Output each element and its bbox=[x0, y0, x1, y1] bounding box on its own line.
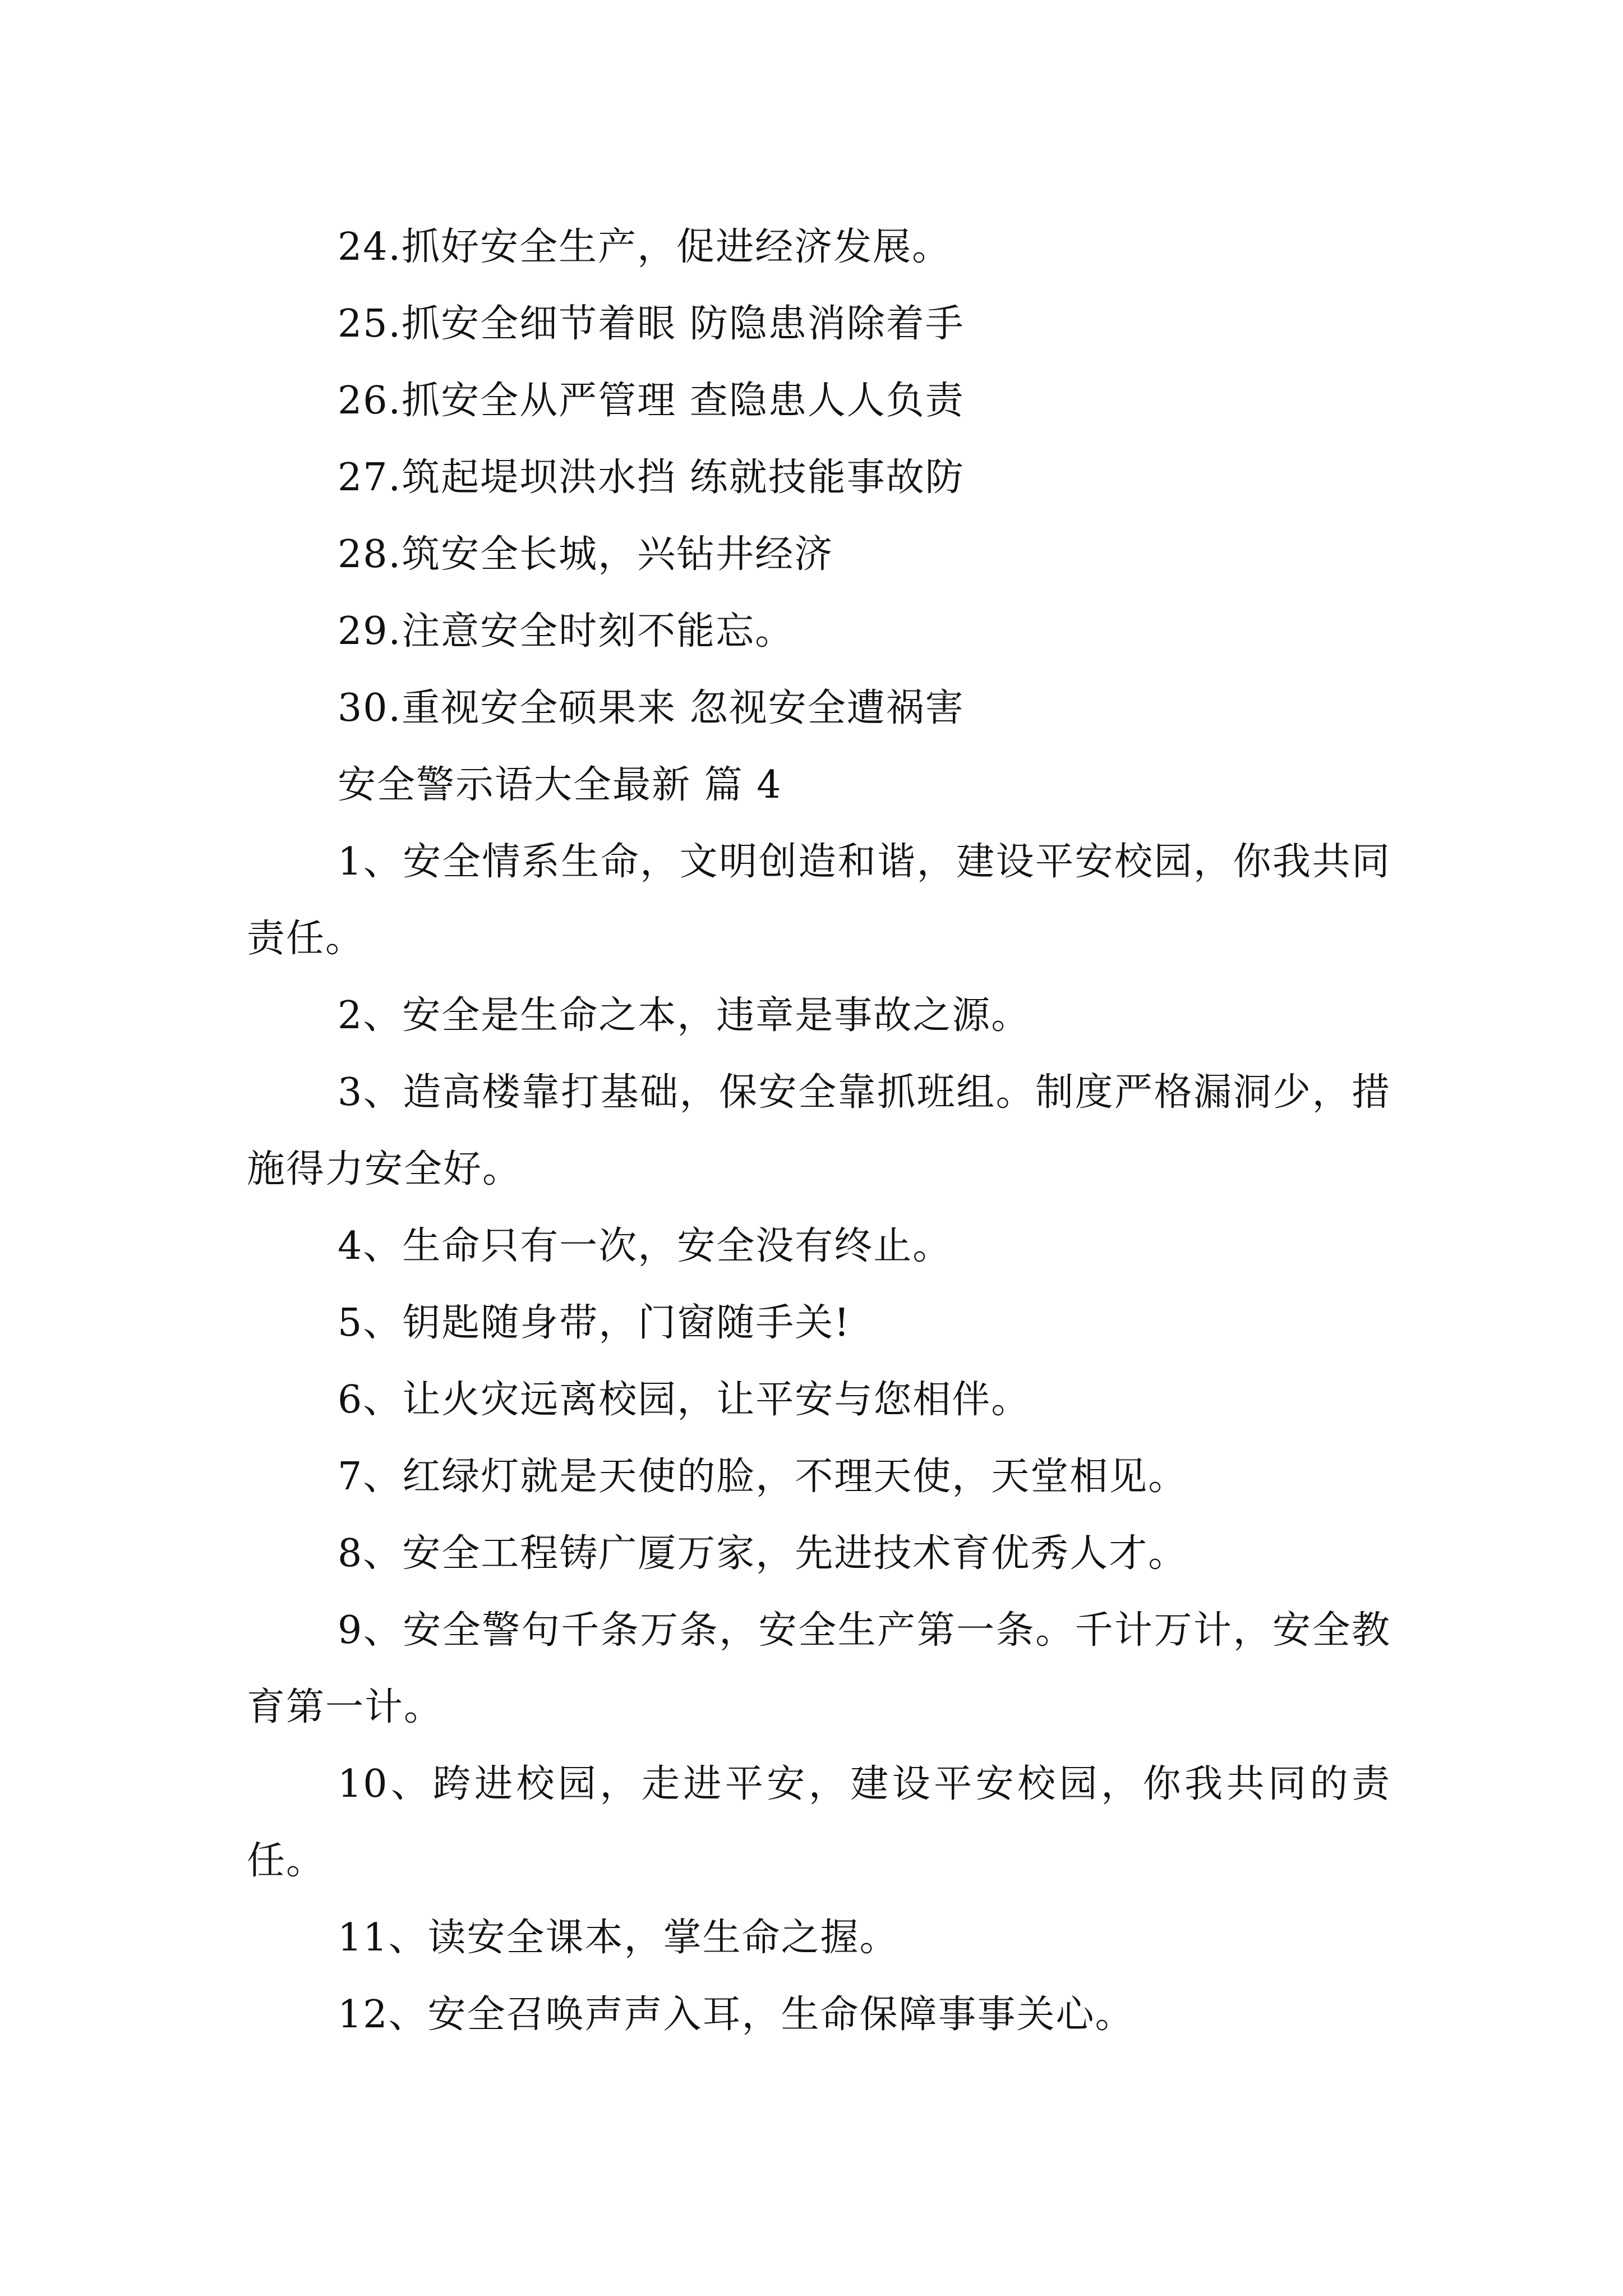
section-item-3: 3、造高楼靠打基础，保安全靠抓班组。制度严格漏洞少，措施得力安全好。 bbox=[247, 1070, 1391, 1191]
section-item-7: 7、红绿灯就是天使的脸，不理天使，天堂相见。 bbox=[338, 1455, 1188, 1499]
slogan-25: 25.抓安全细节着眼 防隐患消除着手 bbox=[338, 302, 965, 346]
slogan-30: 30.重视安全硕果来 忽视安全遭祸害 bbox=[338, 686, 965, 730]
slogan-28: 28.筑安全长城，兴钻井经济 bbox=[338, 532, 834, 577]
section-item-5: 5、钥匙随身带，门窗随手关! bbox=[338, 1301, 851, 1345]
document-body bbox=[247, 209, 1391, 2053]
section-item-12: 12、安全召唤声声入耳，生命保障事事关心。 bbox=[338, 1993, 1135, 2037]
section-item-2: 2、安全是生命之本，违章是事故之源。 bbox=[338, 993, 1031, 1038]
section-item-1: 1、安全情系生命，文明创造和谐，建设平安校园，你我共同责任。 bbox=[247, 840, 1391, 961]
section-item-11: 11、读安全课本，掌生命之握。 bbox=[338, 1916, 899, 1960]
slogan-27: 27.筑起堤坝洪水挡 练就技能事故防 bbox=[338, 455, 965, 500]
slogan-29: 29.注意安全时刻不能忘。 bbox=[338, 609, 795, 654]
section-item-8: 8、安全工程铸广厦万家，先进技术育优秀人才。 bbox=[338, 1531, 1188, 1576]
slogan-24: 24.抓好安全生产，促进经济发展。 bbox=[338, 225, 952, 269]
section-item-6: 6、让火灾远离校园，让平安与您相伴。 bbox=[338, 1378, 1031, 1422]
section-item-10: 10、跨进校园，走进平安，建设平安校园，你我共同的责任。 bbox=[247, 1762, 1391, 1883]
section-heading: 安全警示语大全最新 篇 4 bbox=[338, 763, 782, 807]
section-item-4: 4、生命只有一次，安全没有终止。 bbox=[338, 1224, 952, 1268]
section-item-9: 9、安全警句千条万条，安全生产第一条。千计万计，安全教育第一计。 bbox=[247, 1608, 1391, 1729]
slogan-26: 26.抓安全从严管理 查隐患人人负责 bbox=[338, 379, 965, 423]
